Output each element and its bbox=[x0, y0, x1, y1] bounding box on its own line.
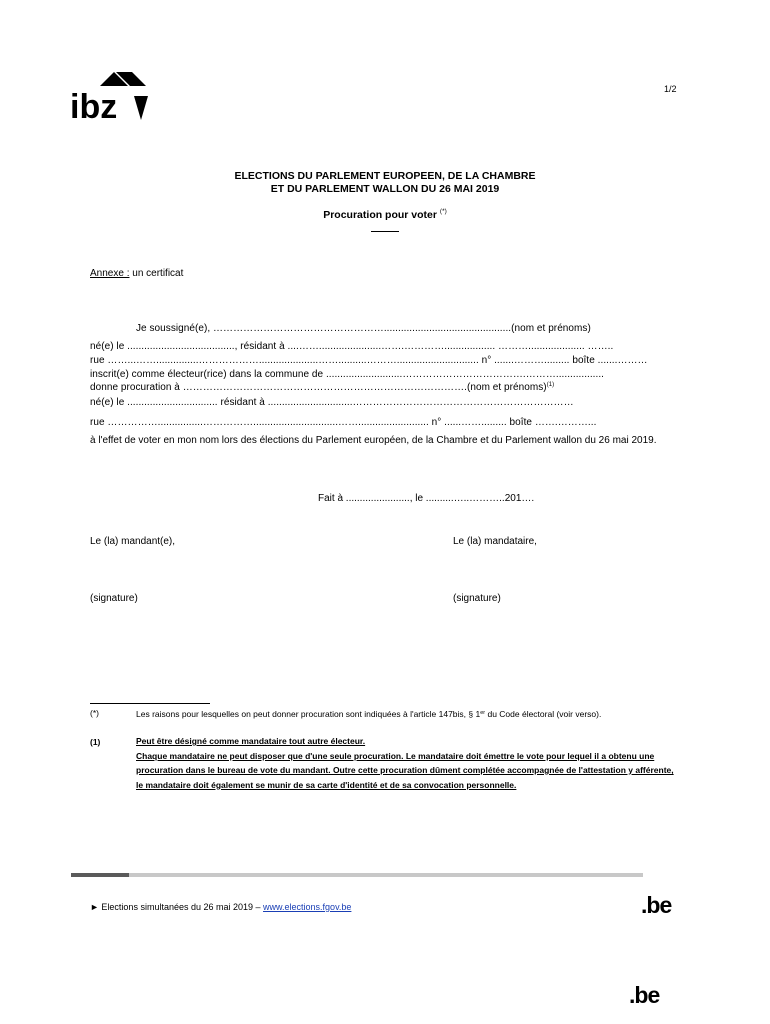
footnote-mark-2: (1) bbox=[90, 737, 101, 747]
form-line-5 bbox=[90, 382, 554, 393]
footer-note bbox=[90, 902, 351, 912]
form-line-5-text: donne procuration à ………………………………………………………………………….(nom et prénoms) bbox=[90, 382, 547, 393]
subtitle-text: Procuration pour voter bbox=[323, 209, 437, 221]
footnote-text-1 bbox=[136, 706, 676, 722]
page-number: 1/2 bbox=[664, 84, 677, 94]
signature-left: (signature) bbox=[90, 593, 138, 604]
annexe bbox=[90, 268, 183, 279]
form-line-5-mark: (1) bbox=[546, 382, 555, 388]
footer-text: Elections simultanées du 26 mai 2019 – bbox=[98, 902, 264, 912]
footnote-text-2-line1: Peut être désigné comme mandataire tout autre électeur. bbox=[136, 736, 366, 746]
footnote-text-2-line2: Chaque mandataire ne peut disposer que d'une seule procuration. Le mandataire doit émettre le vote pour lequel il a obtenu une procuration dans le bureau de vote du mandant. Outre cette procuration dûment complétée accompagnée de l'attestation y afférente, le mandataire doit également se munir de sa carte d'identité et de sa convocation personnelle. bbox=[136, 750, 674, 790]
logo-text: ibz bbox=[70, 88, 118, 124]
form-line-1: Je soussigné(e), …………………………………………….............................................(nom et prénoms) bbox=[136, 323, 591, 334]
footer-bar bbox=[71, 873, 643, 877]
form-line-4: inscrit(e) comme électeur(rice) dans la commune de ...........................……………………………….………................. bbox=[90, 369, 604, 380]
arrow-icon: ► bbox=[90, 902, 99, 912]
title-line-2: ET DU PARLEMENT WALLON DU 26 MAI 2019 bbox=[270, 183, 500, 195]
form-line-2: né(e) le ......................................, résidant à ....……......................…….………….................. ……….................... …….. bbox=[90, 341, 614, 352]
mandant-label: Le (la) mandant(e), bbox=[90, 536, 176, 547]
footnote-text-2 bbox=[136, 734, 676, 792]
subtitle bbox=[0, 208, 770, 221]
elections-link[interactable]: www.elections.fgov.be bbox=[263, 902, 352, 912]
mandataire-label: Le (la) mandataire, bbox=[453, 536, 537, 547]
form-line-6: né(e) le ................................ résidant à ..............................………………………………………………………… bbox=[90, 397, 574, 408]
subtitle-mark: (*) bbox=[439, 208, 447, 215]
form-paragraph: à l'effet de voter en mon nom lors des élections du Parlement européen, de la Chambre et du Parlement wallon du 26 mai 2019. bbox=[90, 435, 657, 446]
be-logo: .be bbox=[641, 892, 672, 918]
footer-bar-accent bbox=[71, 873, 129, 877]
be-logo-bottom: .be bbox=[629, 982, 660, 1008]
footnote-text-1-sup: er bbox=[480, 710, 486, 716]
footnote-mark-1: (*) bbox=[90, 708, 99, 718]
annexe-label: Annexe : bbox=[90, 268, 130, 279]
form-line-7: rue ……………................……………..............................……......................... n° ......……......... boîte …….………... bbox=[90, 417, 597, 428]
annexe-text: un certificat bbox=[129, 268, 184, 279]
footnote-text-1a: Les raisons pour lesquelles on peut donner procuration sont indiquées à l'article 147bis, § 1 bbox=[136, 709, 481, 719]
fait-line: Fait à ......................., le ..........…..………..201…. bbox=[318, 493, 535, 504]
signature-right: (signature) bbox=[453, 593, 501, 604]
footnote-text-1b: du Code électoral (voir verso). bbox=[485, 709, 602, 719]
form-line-3: rue ……...……...............……………….....................……..........………............................. n° .......………......... boîte .......……… bbox=[90, 355, 648, 366]
footnote-rule bbox=[90, 703, 210, 704]
ibz-logo bbox=[70, 70, 150, 124]
title-divider bbox=[371, 231, 399, 232]
title-line-1: ELECTIONS DU PARLEMENT EUROPEEN, DE LA CHAMBRE bbox=[234, 170, 536, 182]
